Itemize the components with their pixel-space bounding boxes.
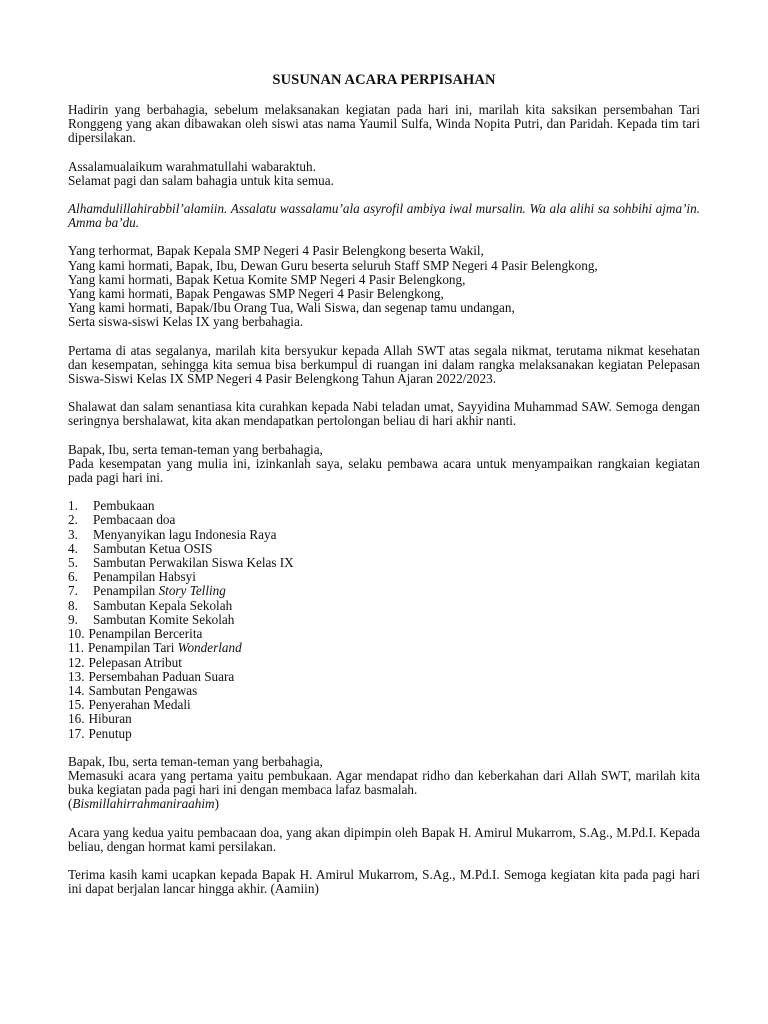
agenda-item-label: Pelepasan Atribut xyxy=(88,654,182,670)
agenda-item-number: 1. xyxy=(68,498,78,514)
agenda-item xyxy=(68,499,700,513)
agenda-item-label: Pembacaan doa xyxy=(93,512,176,528)
agenda-item-text xyxy=(93,556,294,570)
opening-paragraph xyxy=(68,755,700,812)
agenda-item-number: 5. xyxy=(68,555,78,571)
agenda-item-number: 13. xyxy=(68,668,85,684)
agenda-item-text xyxy=(93,528,276,542)
agenda-item-text xyxy=(88,670,234,684)
agenda-item-text xyxy=(88,698,190,712)
agenda-item xyxy=(68,627,700,641)
agenda-item xyxy=(68,613,700,627)
agenda-item-text xyxy=(88,641,242,655)
agenda-item xyxy=(68,670,700,684)
agenda-item-number: 17. xyxy=(68,725,85,741)
agenda-item-label: Sambutan Pengawas xyxy=(88,682,198,698)
agenda-item-number: 14. xyxy=(68,682,85,698)
agenda-item-label: Penampilan Tari xyxy=(88,640,178,656)
agenda-item-number: 4. xyxy=(68,540,78,556)
prayer-paragraph: Acara yang kedua yaitu pembacaan doa, yang akan dipimpin oleh Bapak H. Amirul Mukarrom, S.Ag., M.Pd.I. Kepada beliau, dengan hormat kami persilakan. xyxy=(68,824,700,854)
agenda-item-label: Hiburan xyxy=(88,711,132,727)
arabic-opening-paragraph: Alhamdulillahirabbil’alamiin. Assalatu wassalamu’ala asyrofil ambiya iwal mursalin. Wa ala alihi sa sohbihi ajma’in. Amma ba’du. xyxy=(68,201,700,231)
agenda-intro-line: Bapak, Ibu, serta teman-teman yang berbahagia, xyxy=(68,441,323,457)
basmalah-text: Bismillahirrahmaniraahim xyxy=(72,796,215,812)
honorific-line: Yang kami hormati, Bapak, Ibu, Dewan Guru beserta seluruh Staff SMP Negeri 4 Pasir Belengkong, xyxy=(68,257,598,273)
agenda-item-label: Sambutan Komite Sekolah xyxy=(93,611,235,627)
agenda-item-text xyxy=(88,712,131,726)
intro-paragraph: Hadirin yang berbahagia, sebelum melaksanakan kegiatan pada hari ini, marilah kita saksikan persembahan Tari Ronggeng yang akan dibawakan oleh siswi atas nama Yaumil Sulfa, Winda Nopita Putri, dan Paridah. Kepada tim tari dipersilakan. xyxy=(68,102,700,146)
paren-close: ) xyxy=(214,796,219,812)
shalawat-paragraph: Shalawat dan salam senantiasa kita curahkan kepada Nabi teladan umat, Sayyidina Muhammad SAW. Semoga dengan seringnya bershalawat, kita akan mendapatkan pertolongan beliau di hari akhir nanti. xyxy=(68,399,700,429)
agenda-item-label: Sambutan Ketua OSIS xyxy=(93,540,213,556)
agenda-item-label: Sambutan Perwakilan Siswa Kelas IX xyxy=(93,555,294,571)
agenda-item-label: Menyanyikan lagu Indonesia Raya xyxy=(93,526,277,542)
agenda-item xyxy=(68,584,700,598)
agenda-item-text xyxy=(93,570,196,584)
agenda-item-text xyxy=(93,499,155,513)
honorific-line: Yang kami hormati, Bapak Ketua Komite SMP Negeri 4 Pasir Belengkong, xyxy=(68,271,466,287)
agenda-intro-paragraph xyxy=(68,443,700,486)
agenda-item xyxy=(68,727,700,741)
honorific-line: Yang terhormat, Bapak Kepala SMP Negeri 4 Pasir Belengkong beserta Wakil, xyxy=(68,243,484,259)
greeting-line: Selamat pagi dan salam bahagia untuk kita semua. xyxy=(68,172,334,188)
document-title: SUSUNAN ACARA PERPISAHAN xyxy=(272,72,496,88)
agenda-item-number: 12. xyxy=(68,654,85,670)
agenda-item-number: 2. xyxy=(68,512,78,528)
greeting-line: Assalamualaikum warahmatullahi wabaraktuh. xyxy=(68,158,316,174)
agenda-item-label: Penutup xyxy=(88,725,132,741)
agenda-item-label: Penyerahan Medali xyxy=(88,697,191,713)
agenda-item-text xyxy=(93,513,175,527)
agenda-item xyxy=(68,698,700,712)
agenda-item-text xyxy=(93,599,232,613)
agenda-item xyxy=(68,556,700,570)
agenda-item-italic: Story Telling xyxy=(158,583,226,599)
agenda-item-label: Penampilan xyxy=(93,583,159,599)
greeting-paragraph xyxy=(68,160,700,188)
agenda-intro-text: Pada kesempatan yang mulia ini, izinkanlah saya, selaku pembawa acara untuk menyampaikan rangkaian kegiatan pada pagi hari ini. xyxy=(68,455,700,486)
agenda-item-number: 6. xyxy=(68,569,78,585)
agenda-item-number: 16. xyxy=(68,711,85,727)
agenda-item xyxy=(68,712,700,726)
honorific-line: Serta siswa-siswi Kelas IX yang berbahagia. xyxy=(68,314,304,330)
agenda-item xyxy=(68,656,700,670)
agenda-item-label: Pembukaan xyxy=(93,498,155,514)
agenda-item-text xyxy=(88,656,181,670)
paren-open: ( xyxy=(68,796,73,812)
agenda-list xyxy=(68,499,700,740)
agenda-item xyxy=(68,684,700,698)
agenda-item xyxy=(68,542,700,556)
agenda-item-label: Penampilan Bercerita xyxy=(88,626,203,642)
agenda-item xyxy=(68,599,700,613)
agenda-item-text xyxy=(93,613,234,627)
agenda-item-text xyxy=(88,727,131,741)
gratitude-paragraph: Pertama di atas segalanya, marilah kita bersyukur kepada Allah SWT atas segala nikmat, terutama nikmat kesehatan dan kesempatan, sehingga kita semua bisa berkumpul di ruangan ini dalam rangka melaksanakan kegiatan Pelepasan Siswa-Siswi Kelas IX SMP Negeri 4 Pasir Belengkong Tahun Ajaran 2022/2023. xyxy=(68,342,700,387)
basmalah-line xyxy=(68,797,700,811)
agenda-item-label: Sambutan Kepala Sekolah xyxy=(93,597,233,613)
agenda-item-text xyxy=(88,627,202,641)
agenda-item-text xyxy=(93,542,212,556)
agenda-item-number: 11. xyxy=(68,640,84,656)
agenda-item-text xyxy=(88,684,197,698)
thanks-paragraph: Terima kasih kami ucapkan kepada Bapak H. Amirul Mukarrom, S.Ag., M.Pd.I. Semoga kegiatan kita pada pagi hari ini dapat berjalan lancar hingga akhir. (Aamiin) xyxy=(68,866,700,897)
agenda-item-number: 15. xyxy=(68,697,85,713)
agenda-item xyxy=(68,570,700,584)
agenda-item-label: Persembahan Paduan Suara xyxy=(88,668,235,684)
agenda-item-italic: Wonderland xyxy=(177,640,242,656)
honorifics-paragraph xyxy=(68,244,700,329)
agenda-item-number: 10. xyxy=(68,626,85,642)
opening-line: Bapak, Ibu, serta teman-teman yang berbahagia, xyxy=(68,753,323,769)
agenda-item-number: 8. xyxy=(68,597,78,613)
agenda-item-number: 9. xyxy=(68,611,78,627)
agenda-item-label: Penampilan Habsyi xyxy=(93,569,196,585)
opening-text: Memasuki acara yang pertama yaitu pembukaan. Agar mendapat ridho dan keberkahan dari Allah SWT, marilah kita buka kegiatan pada pagi hari ini dengan membaca lafaz basmalah. xyxy=(68,767,700,798)
agenda-item xyxy=(68,528,700,542)
honorific-line: Yang kami hormati, Bapak Pengawas SMP Negeri 4 Pasir Belengkong, xyxy=(68,286,444,302)
agenda-item-number: 7. xyxy=(68,583,78,599)
honorific-line: Yang kami hormati, Bapak/Ibu Orang Tua, Wali Siswa, dan segenap tamu undangan, xyxy=(68,300,515,316)
agenda-item xyxy=(68,513,700,527)
agenda-item-number: 3. xyxy=(68,526,78,542)
agenda-item-text xyxy=(93,584,226,598)
agenda-item xyxy=(68,641,700,655)
